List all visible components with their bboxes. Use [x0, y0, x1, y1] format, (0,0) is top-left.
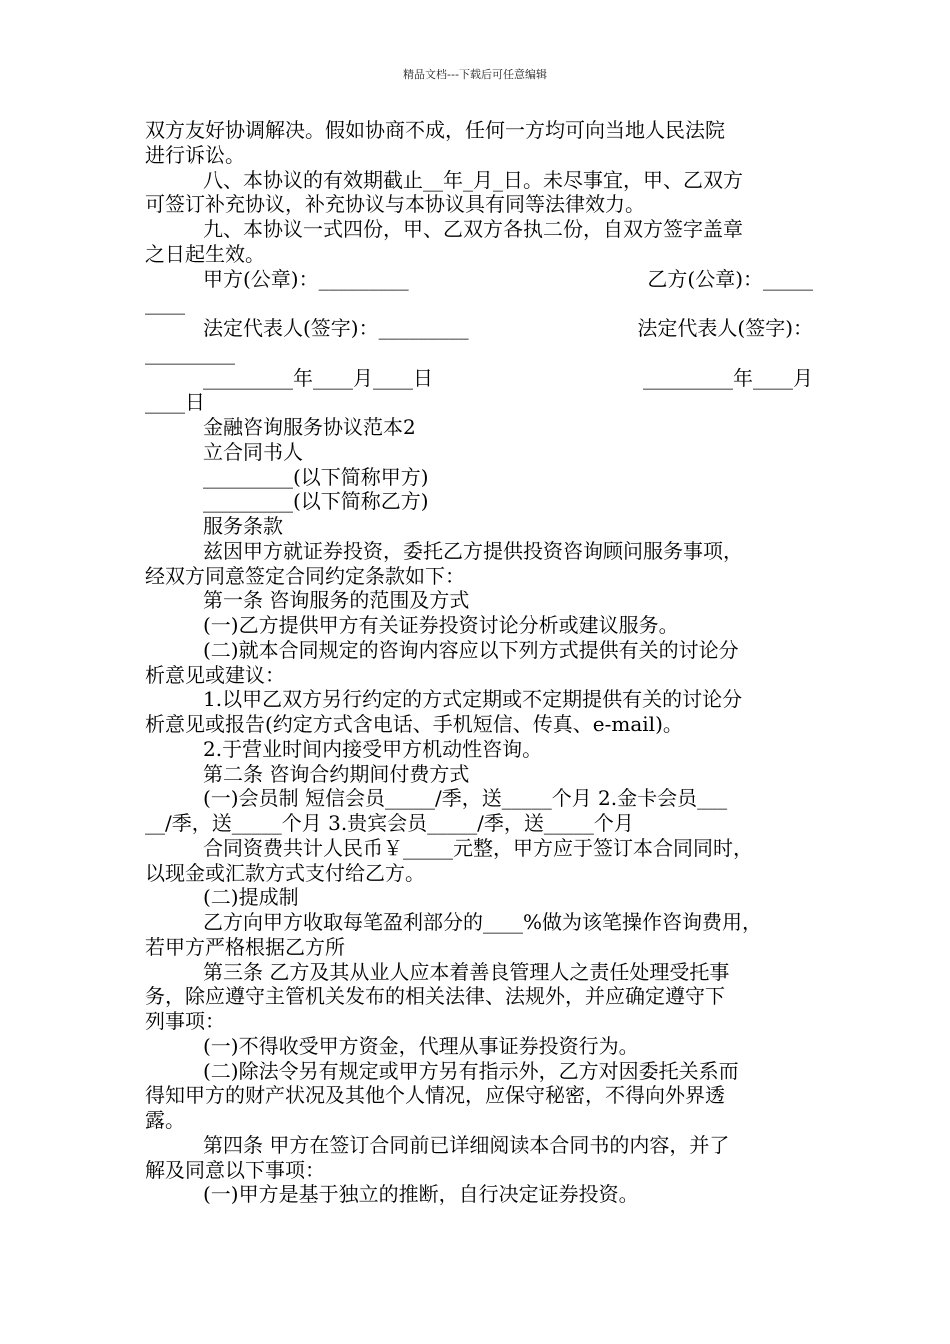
- text-line: 列事项：: [145, 1009, 225, 1033]
- page-header: 精品文档---下载后可任意编辑: [403, 68, 547, 81]
- text-line: 1.以甲乙双方另行约定的方式定期或不定期提供有关的讨论分: [203, 687, 743, 712]
- text-line: 八、本协议的有效期截止__年_月_日。未尽事宜，甲、乙双方: [203, 167, 743, 192]
- article-heading: 第三条 乙方及其从业人应本着善良管理人之责任处理受托事: [203, 959, 730, 984]
- text-line: 务，除应遵守主管机关发布的相关法律、法规外，并应确定遵守下: [145, 984, 725, 1009]
- text-line: (二)提成制: [203, 885, 299, 910]
- text-line: (一)会员制 短信会员_____/季，送_____个月 2.金卡会员___: [203, 786, 728, 811]
- text-line: 得知甲方的财产状况及其他个人情况，应保守秘密，不得向外界透: [145, 1083, 725, 1108]
- text-line: (一)乙方提供甲方有关证券投资讨论分析或建议服务。: [203, 613, 679, 637]
- text-line: 进行诉讼。: [145, 142, 245, 167]
- text-line: _________(以下简称甲方): [203, 464, 429, 489]
- text-line: 析意见或建议：: [145, 662, 285, 687]
- document-body: [145, 118, 813, 1207]
- text-line: 乙方向甲方收取每笔盈利部分的____%做为该笔操作咨询费用，: [203, 910, 763, 934]
- text-line: 经双方同意签定合同约定条款如下：: [145, 563, 465, 588]
- section-title: 金融咨询服务协议范本2: [203, 415, 416, 439]
- text-line: 立合同书人: [203, 439, 303, 464]
- article-heading: 第二条 咨询合约期间付费方式: [203, 761, 470, 786]
- text-line: 露。: [145, 1108, 185, 1132]
- party-b-date: _________年____月: [643, 365, 813, 390]
- text-line: 双方友好协调解决。假如协商不成，任何一方均可向当地人民法院: [145, 118, 725, 142]
- text-line: 九、本协议一式四份，甲、乙双方各执二份，自双方签字盖章: [203, 217, 743, 241]
- text-line: (一)甲方是基于独立的推断，自行决定证券投资。: [203, 1182, 639, 1207]
- signature-row-date: [145, 366, 813, 391]
- text-line: 可签订补充协议，补充协议与本协议具有同等法律效力。: [145, 192, 645, 217]
- text-line: 兹因甲方就证券投资，委托乙方提供投资咨询顾问服务事项，: [203, 538, 743, 563]
- text-line: 析意见或报告(约定方式含电话、手机短信、传真、e-mail)。: [145, 712, 683, 736]
- article-heading: 第四条 甲方在签订合同前已详细阅读本合同书的内容，并了: [203, 1132, 730, 1157]
- signature-row-seal: [145, 267, 813, 292]
- text-line: (二)就本合同规定的咨询内容应以下列方式提供有关的讨论分: [203, 637, 739, 662]
- text-line: ____日: [145, 390, 205, 415]
- text-line: ____: [145, 291, 185, 316]
- text-line: 2.于营业时间内接受甲方机动性咨询。: [203, 736, 543, 761]
- party-a-seal: 甲方(公章)：_________: [203, 266, 409, 291]
- text-line: 若甲方严格根据乙方所: [145, 934, 345, 959]
- party-b-representative: 法定代表人(签字)：: [637, 316, 813, 340]
- party-b-seal: 乙方(公章)：_____: [647, 266, 813, 291]
- text-line: 合同资费共计人民币￥_____元整，甲方应于签订本合同同时，: [203, 835, 753, 860]
- text-line: 以现金或汇款方式支付给乙方。: [145, 860, 425, 885]
- text-line: (一)不得收受甲方资金，代理从事证券投资行为。: [203, 1033, 639, 1058]
- text-line: _________(以下简称乙方): [203, 489, 429, 514]
- text-line: _________: [145, 340, 235, 365]
- signature-row-rep: [145, 316, 813, 341]
- text-line: (二)除法令另有规定或甲方另有指示外，乙方对因委托关系而: [203, 1058, 739, 1083]
- article-heading: 第一条 咨询服务的范围及方式: [203, 588, 470, 613]
- text-line: 解及同意以下事项：: [145, 1157, 325, 1182]
- party-a-representative: 法定代表人(签字)：_________: [203, 316, 469, 340]
- party-a-date: _________年____月____日: [203, 365, 433, 390]
- text-line: 之日起生效。: [145, 241, 265, 266]
- text-line: __/季，送_____个月 3.贵宾会员_____/季，送_____个月: [145, 811, 634, 835]
- text-line: 服务条款: [203, 514, 283, 538]
